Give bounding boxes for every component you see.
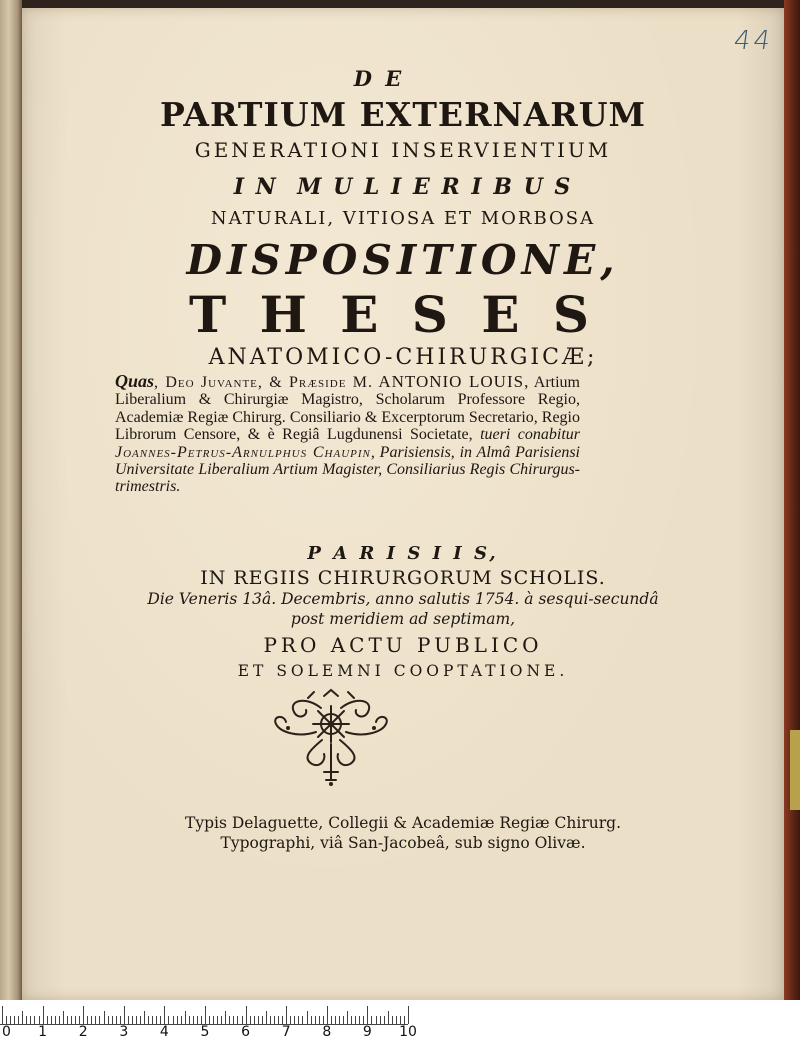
ruler-tick xyxy=(404,1016,405,1024)
ruler-tick xyxy=(116,1016,117,1024)
ruler-tick xyxy=(181,1016,182,1024)
ruler-label: 7 xyxy=(281,1024,291,1040)
para-candidate-name: Joannes-Petrus-Arnulphus Chaupin xyxy=(115,443,371,461)
ruler-tick xyxy=(282,1016,283,1024)
ruler-tick xyxy=(367,1006,368,1024)
ruler-tick xyxy=(209,1016,210,1024)
ruler-tick xyxy=(270,1016,271,1024)
ruler-tick xyxy=(185,1011,186,1024)
ruler-tick xyxy=(75,1016,76,1024)
date-line-1: Die Veneris 13â. Decembris, anno salutis 1754. à sesqui-secundâ xyxy=(147,590,659,608)
ruler-tick xyxy=(347,1011,348,1024)
ruler-tick xyxy=(384,1016,385,1024)
ruler-tick xyxy=(160,1016,161,1024)
ruler-tick xyxy=(83,1006,84,1024)
ruler-tick xyxy=(189,1016,190,1024)
book-cover-edge xyxy=(784,0,800,1000)
ruler-tick xyxy=(233,1016,234,1024)
scale-ruler xyxy=(0,1000,800,1046)
ruler-tick xyxy=(307,1011,308,1024)
ruler-tick xyxy=(376,1016,377,1024)
ruler-tick xyxy=(177,1016,178,1024)
title-pro-actu: PRO ACTU PUBLICO xyxy=(263,633,543,657)
ruler-tick xyxy=(266,1011,267,1024)
ruler-tick xyxy=(104,1011,105,1024)
ruler-tick xyxy=(355,1016,356,1024)
ruler-tick xyxy=(262,1016,263,1024)
ruler-label: 3 xyxy=(119,1024,129,1040)
ruler-tick xyxy=(55,1016,56,1024)
ruler-tick xyxy=(213,1016,214,1024)
para-deo-juvante: , Deo Juvante, & Præside M. xyxy=(154,374,373,391)
ruler-tick xyxy=(237,1016,238,1024)
ruler-tick xyxy=(132,1016,133,1024)
date-line-2: post meridiem ad septimam, xyxy=(290,610,516,628)
ruler-label: 10 xyxy=(399,1024,417,1040)
ruler-tick xyxy=(10,1016,11,1024)
ruler-tick xyxy=(331,1016,332,1024)
ruler-tick xyxy=(298,1016,299,1024)
ruler-tick xyxy=(388,1011,389,1024)
ruler-tick xyxy=(108,1016,109,1024)
ruler-tick xyxy=(164,1006,165,1024)
ruler-tick xyxy=(99,1016,100,1024)
ruler-tick xyxy=(274,1016,275,1024)
title-dispositione: DISPOSITIONE, xyxy=(186,236,620,284)
ruler-tick xyxy=(144,1011,145,1024)
ruler-tick xyxy=(14,1016,15,1024)
ruler-tick xyxy=(380,1016,381,1024)
ruler-tick xyxy=(91,1016,92,1024)
title-in-mulieribus: I N M U L I E R I B U S xyxy=(233,174,573,200)
ruler-tick xyxy=(351,1016,352,1024)
ruler-tick xyxy=(392,1016,393,1024)
title-page xyxy=(22,8,784,1000)
ruler-tick xyxy=(156,1016,157,1024)
ruler-tick xyxy=(39,1016,40,1024)
ruler-tick xyxy=(371,1016,372,1024)
imprint-line-1: Typis Delaguette, Collegii & Academiæ Regiæ Chirurg. xyxy=(184,814,621,832)
title-theses: T H E S E S xyxy=(189,285,597,344)
ruler-tick xyxy=(359,1016,360,1024)
ruler-tick xyxy=(363,1016,364,1024)
ruler-label: 2 xyxy=(78,1024,88,1040)
ruler-tick xyxy=(229,1016,230,1024)
ruler-label: 8 xyxy=(322,1024,332,1040)
ruler-label: 4 xyxy=(159,1024,169,1040)
ruler-tick xyxy=(225,1011,226,1024)
ruler-label: 1 xyxy=(38,1024,48,1040)
ruler-tick xyxy=(87,1016,88,1024)
title-de: D E xyxy=(353,66,405,91)
ruler-tick xyxy=(63,1011,64,1024)
ruler-tick xyxy=(294,1016,295,1024)
ruler-tick xyxy=(201,1016,202,1024)
book-gutter xyxy=(0,0,22,1000)
ruler-tick xyxy=(311,1016,312,1024)
ruler-tick xyxy=(302,1016,303,1024)
ruler-tick xyxy=(71,1016,72,1024)
ruler-tick xyxy=(193,1016,194,1024)
ruler-tick xyxy=(327,1006,328,1024)
ruler-tick xyxy=(278,1016,279,1024)
ruler-tick xyxy=(67,1016,68,1024)
ruler-tick xyxy=(22,1011,23,1024)
ruler-tick xyxy=(396,1016,397,1024)
ruler-tick xyxy=(408,1006,409,1024)
handwritten-page-number: 44 xyxy=(731,26,776,56)
ruler-tick xyxy=(148,1016,149,1024)
ruler-tick xyxy=(254,1016,255,1024)
ruler-tick xyxy=(26,1016,27,1024)
ruler-tick xyxy=(197,1016,198,1024)
ruler-label: 0 xyxy=(2,1024,11,1040)
ruler-tick xyxy=(400,1016,401,1024)
ruler-tick xyxy=(112,1016,113,1024)
ruler-tick xyxy=(43,1006,44,1024)
ruler-tick xyxy=(168,1016,169,1024)
ruler-tick xyxy=(242,1016,243,1024)
ruler-tick xyxy=(221,1016,222,1024)
ruler-tick xyxy=(343,1016,344,1024)
ruler-tick xyxy=(6,1016,7,1024)
ruler-tick xyxy=(34,1016,35,1024)
ruler-tick xyxy=(124,1006,125,1024)
ruler-tick xyxy=(315,1016,316,1024)
ruler-tick xyxy=(59,1016,60,1024)
ruler-tick xyxy=(258,1016,259,1024)
para-candidate-titles: , Parisiensis, in Almâ Parisiensi Universitate Liberalium Artium Magister, Consiliarius Regis Chirurgus-trimestris. xyxy=(115,443,581,496)
para-praeses-name: ANTONIO LOUIS, xyxy=(378,372,530,391)
printer-ornament-icon xyxy=(266,688,396,788)
ruler-label: 5 xyxy=(200,1024,210,1040)
ruler-tick xyxy=(290,1016,291,1024)
ruler-tick xyxy=(95,1016,96,1024)
ruler-tick xyxy=(323,1016,324,1024)
title-naturali: NATURALI, VITIOSA ET MORBOSA xyxy=(210,208,596,229)
ruler-bar xyxy=(0,1004,408,1025)
ruler-tick xyxy=(152,1016,153,1024)
title-generationi: GENERATIONI INSERVIENTIUM xyxy=(194,138,612,162)
title-partium: PARTIUM EXTERNARUM xyxy=(159,95,647,134)
ruler-tick xyxy=(47,1016,48,1024)
ruler-tick xyxy=(140,1016,141,1024)
title-anatomico: ANATOMICO-CHIRURGICÆ; xyxy=(208,345,598,370)
ruler-tick xyxy=(173,1016,174,1024)
title-scholis: IN REGIIS CHIRURGORUM SCHOLIS. xyxy=(200,567,606,589)
body-paragraph xyxy=(115,373,580,496)
ruler-label: 6 xyxy=(241,1024,251,1040)
ruler-label: 9 xyxy=(362,1024,372,1040)
ruler-tick xyxy=(217,1016,218,1024)
title-solemni: ET SOLEMNI COOPTATIONE. xyxy=(237,662,569,680)
para-quas: Quas xyxy=(115,371,155,391)
ruler-tick xyxy=(120,1016,121,1024)
title-parisiis: P A R I S I I S, xyxy=(307,543,499,564)
ruler-tick xyxy=(339,1016,340,1024)
ruler-tick xyxy=(205,1006,206,1024)
para-tueri: tueri conabitur xyxy=(480,426,580,444)
ruler-tick xyxy=(30,1016,31,1024)
ruler-tick xyxy=(319,1016,320,1024)
ruler-tick xyxy=(79,1016,80,1024)
ruler-tick xyxy=(136,1016,137,1024)
ruler-tick xyxy=(286,1006,287,1024)
ruler-tick xyxy=(335,1016,336,1024)
ruler-tick xyxy=(250,1016,251,1024)
ruler-tick xyxy=(2,1006,3,1024)
imprint-line-2: Typographi, viâ San-Jacobeâ, sub signo Olivæ. xyxy=(220,834,586,852)
para-titles: Artium Liberalium & Chirurgiæ Magistro, Scholarum Professore Regio, Academiæ Regiæ Chirurg. Consiliario & Excerptorum Secretario, Regio Librorum Censore, & è Regiâ Lugdunensi Societate, xyxy=(115,374,580,444)
ruler-tick xyxy=(18,1016,19,1024)
ruler-tick xyxy=(51,1016,52,1024)
ruler-tick xyxy=(246,1006,247,1024)
ruler-tick xyxy=(128,1016,129,1024)
